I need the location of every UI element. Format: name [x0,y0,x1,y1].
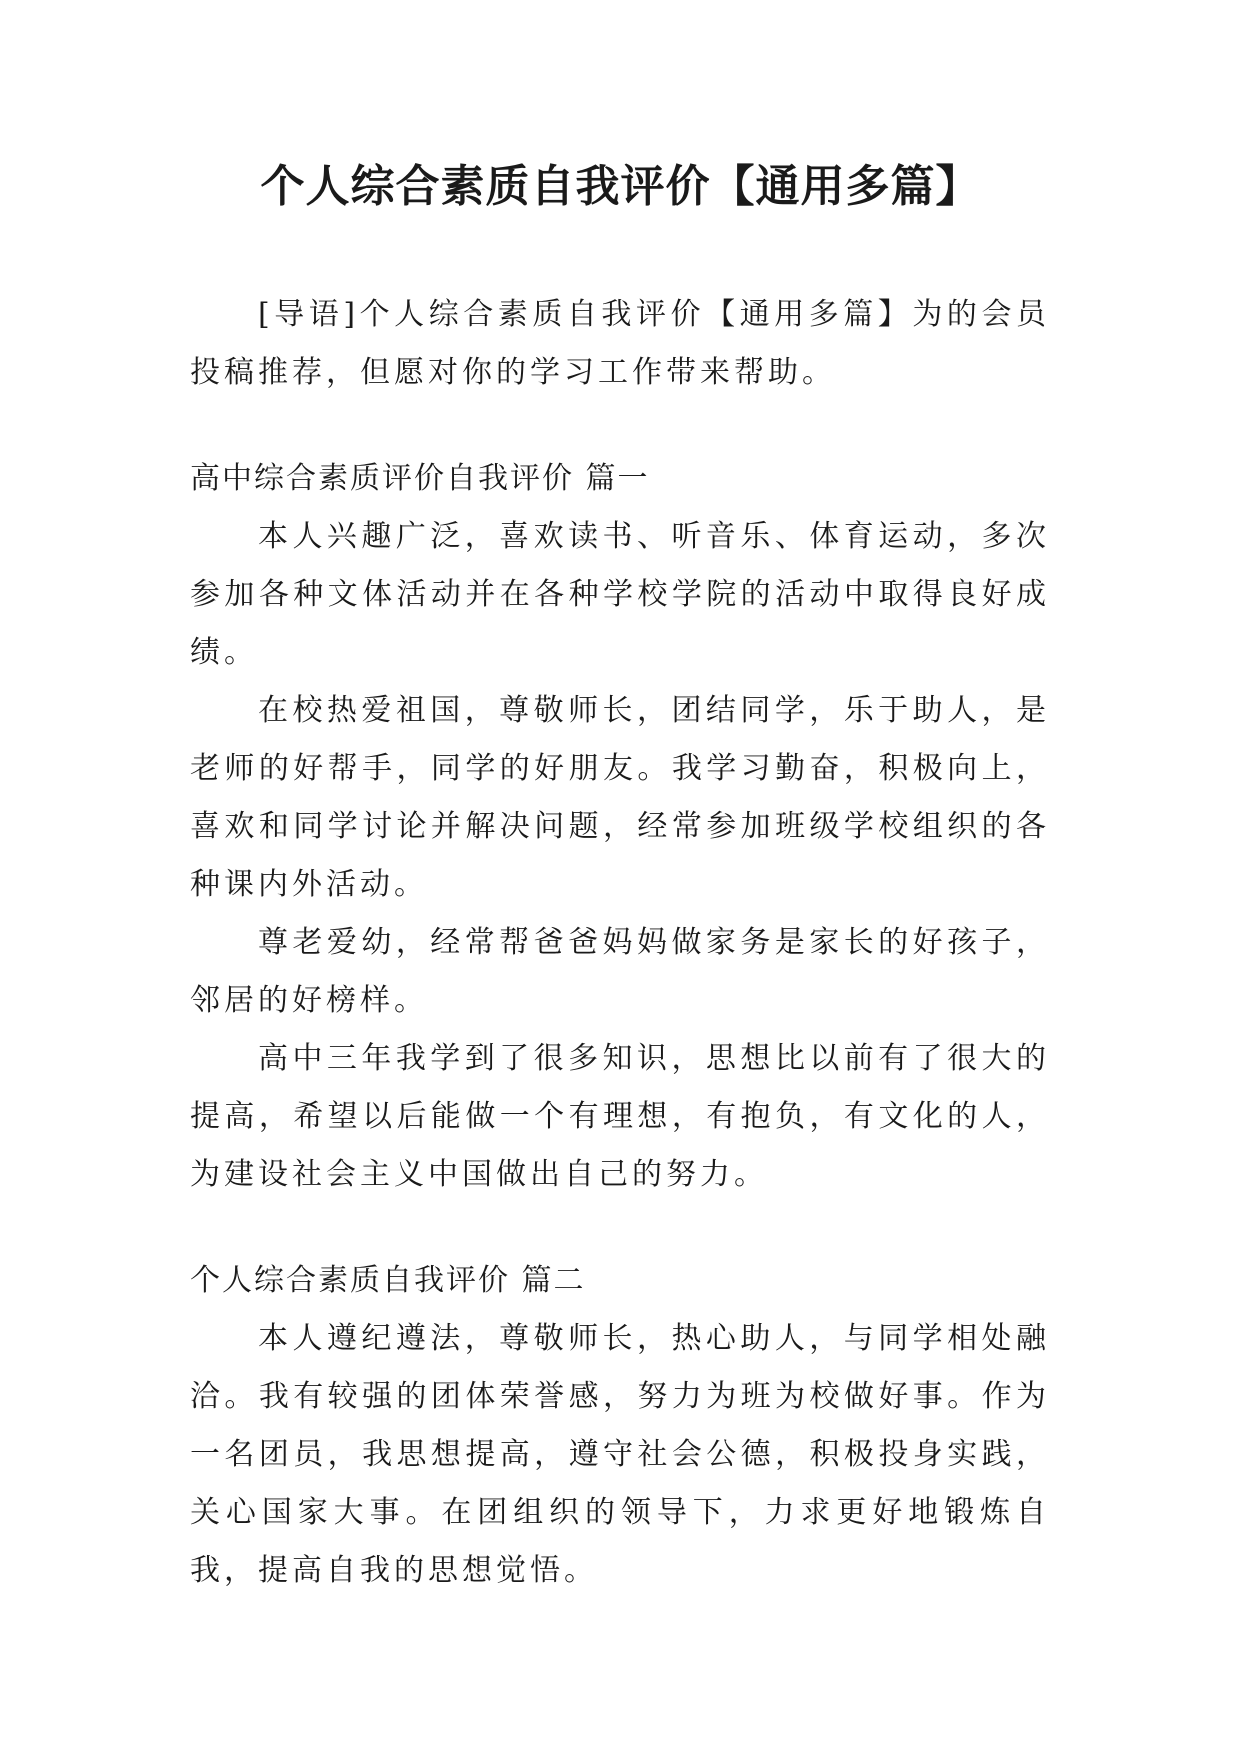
section-1-paragraph-3: 尊老爱幼，经常帮爸爸妈妈做家务是家长的好孩子，邻居的好榜样。 [190,925,1050,1018]
document-title: 个人综合素质自我评价【通用多篇】 [260,161,981,212]
section-2-paragraph-1: 本人遵纪遵法，尊敬师长，热心助人，与同学相处融洽。我有较强的团体荣誉感，努力为班为校做好事。作为一名团员，我思想提高，遵守社会公德，积极投身实践，关心国家大事。在团组织的领导下，力求更好地锻炼自我，提高自我的思想觉悟。 [190,1321,1050,1588]
section-spacer [190,402,1050,450]
section-heading-2: 个人综合素质自我评价 篇二 [190,1263,586,1298]
section-1-paragraph-1: 本人兴趣广泛，喜欢读书、听音乐、体育运动，多次参加各种文体活动并在各种学校学院的活动中取得良好成绩。 [190,519,1050,670]
section-1-paragraph-4: 高中三年我学到了很多知识，思想比以前有了很大的提高，希望以后能做一个有理想，有抱负，有文化的人，为建设社会主义中国做出自己的努力。 [190,1041,1050,1192]
section-spacer [190,1204,1050,1252]
section-1-paragraph-2: 在校热爱祖国，尊敬师长，团结同学，乐于助人，是老师的好帮手，同学的好朋友。我学习勤奋，积极向上，喜欢和同学讨论并解决问题，经常参加班级学校组织的各种课内外活动。 [190,693,1050,902]
intro-paragraph: [导语]个人综合素质自我评价【通用多篇】为的会员投稿推荐，但愿对你的学习工作带来帮助。 [190,297,1050,390]
section-heading-1: 高中综合素质评价自我评价 篇一 [190,461,650,496]
document-body [190,286,1050,1600]
